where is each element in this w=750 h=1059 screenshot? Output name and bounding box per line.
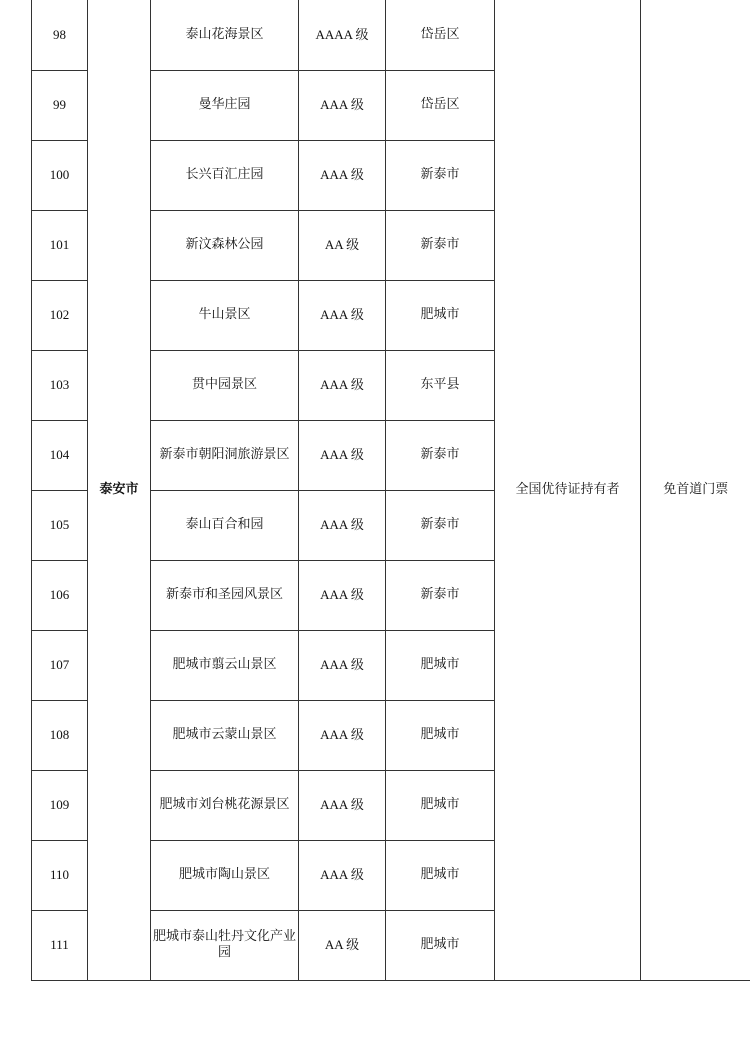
scenic-name-cell: 长兴百汇庄园 bbox=[151, 140, 299, 210]
grade-level-cell: AAA 级 bbox=[299, 770, 386, 840]
row-number-cell: 109 bbox=[32, 770, 88, 840]
grade-level-cell: AAA 级 bbox=[299, 490, 386, 560]
district-cell: 新泰市 bbox=[386, 210, 495, 280]
district-cell: 新泰市 bbox=[386, 420, 495, 490]
policy-cell: 免首道门票 bbox=[641, 0, 750, 980]
district-cell: 新泰市 bbox=[386, 140, 495, 210]
district-cell: 肥城市 bbox=[386, 910, 495, 980]
district-cell: 岱岳区 bbox=[386, 0, 495, 70]
scenic-name-cell: 肥城市翦云山景区 bbox=[151, 630, 299, 700]
grade-level-cell: AA 级 bbox=[299, 910, 386, 980]
scenic-spot-table bbox=[31, 0, 750, 981]
city-cell: 泰安市 bbox=[88, 0, 151, 980]
grade-level-cell: AA 级 bbox=[299, 210, 386, 280]
district-cell: 肥城市 bbox=[386, 700, 495, 770]
district-cell: 肥城市 bbox=[386, 840, 495, 910]
row-number-cell: 98 bbox=[32, 0, 88, 70]
scenic-name-cell: 肥城市云蒙山景区 bbox=[151, 700, 299, 770]
scenic-name-cell: 泰山百合和园 bbox=[151, 490, 299, 560]
grade-level-cell: AAA 级 bbox=[299, 630, 386, 700]
grade-level-cell: AAA 级 bbox=[299, 140, 386, 210]
scenic-name-cell: 肥城市刘台桃花源景区 bbox=[151, 770, 299, 840]
district-cell: 肥城市 bbox=[386, 630, 495, 700]
district-cell: 新泰市 bbox=[386, 490, 495, 560]
scenic-name-cell: 泰山花海景区 bbox=[151, 0, 299, 70]
district-cell: 岱岳区 bbox=[386, 70, 495, 140]
row-number-cell: 107 bbox=[32, 630, 88, 700]
grade-level-cell: AAA 级 bbox=[299, 840, 386, 910]
row-number-cell: 111 bbox=[32, 910, 88, 980]
scenic-name-cell: 曼华庄园 bbox=[151, 70, 299, 140]
grade-level-cell: AAA 级 bbox=[299, 560, 386, 630]
row-number-cell: 102 bbox=[32, 280, 88, 350]
row-number-cell: 108 bbox=[32, 700, 88, 770]
district-cell: 东平县 bbox=[386, 350, 495, 420]
district-cell: 肥城市 bbox=[386, 280, 495, 350]
row-number-cell: 104 bbox=[32, 420, 88, 490]
eligibility-cell: 全国优待证持有者 bbox=[495, 0, 641, 980]
table-body bbox=[32, 0, 750, 980]
scenic-spot-table-page bbox=[31, 0, 750, 997]
row-number-cell: 105 bbox=[32, 490, 88, 560]
scenic-name-cell: 新泰市和圣园风景区 bbox=[151, 560, 299, 630]
row-number-cell: 110 bbox=[32, 840, 88, 910]
district-cell: 新泰市 bbox=[386, 560, 495, 630]
scenic-name-cell: 肥城市陶山景区 bbox=[151, 840, 299, 910]
row-number-cell: 106 bbox=[32, 560, 88, 630]
scenic-name-cell: 新泰市朝阳洞旅游景区 bbox=[151, 420, 299, 490]
grade-level-cell: AAA 级 bbox=[299, 700, 386, 770]
row-number-cell: 100 bbox=[32, 140, 88, 210]
scenic-name-cell: 贯中园景区 bbox=[151, 350, 299, 420]
scenic-name-cell: 肥城市泰山牡丹文化产业园 bbox=[151, 910, 299, 980]
grade-level-cell: AAA 级 bbox=[299, 420, 386, 490]
table-row bbox=[32, 0, 750, 70]
row-number-cell: 101 bbox=[32, 210, 88, 280]
district-cell: 肥城市 bbox=[386, 770, 495, 840]
grade-level-cell: AAA 级 bbox=[299, 350, 386, 420]
grade-level-cell: AAA 级 bbox=[299, 280, 386, 350]
scenic-name-cell: 新汶森林公园 bbox=[151, 210, 299, 280]
row-number-cell: 99 bbox=[32, 70, 88, 140]
grade-level-cell: AAAA 级 bbox=[299, 0, 386, 70]
grade-level-cell: AAA 级 bbox=[299, 70, 386, 140]
scenic-name-cell: 牛山景区 bbox=[151, 280, 299, 350]
row-number-cell: 103 bbox=[32, 350, 88, 420]
